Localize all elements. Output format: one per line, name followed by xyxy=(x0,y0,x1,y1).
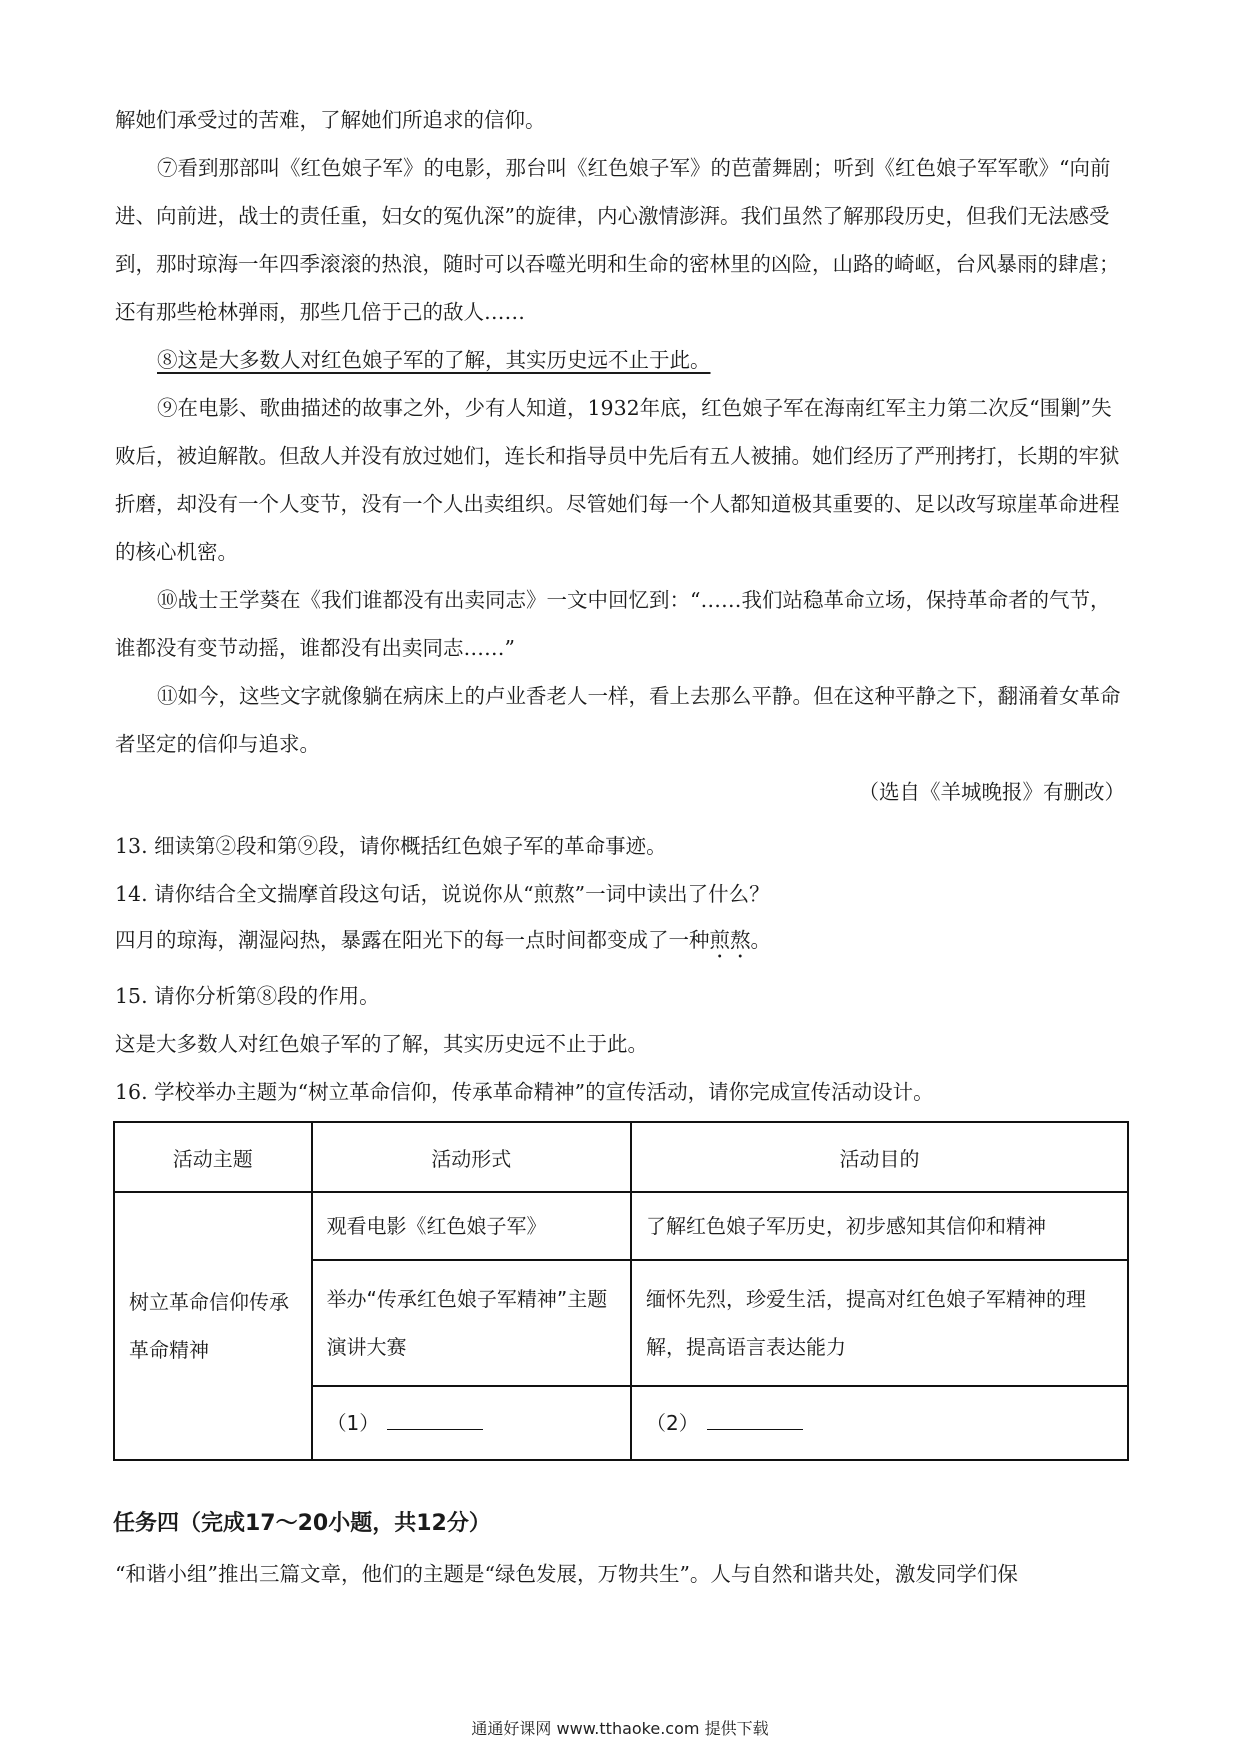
page-footer xyxy=(0,1716,1240,1739)
task-4-intro: “和谐小组”推出三篇文章，他们的主题是“绿色发展，万物共生”。人与自然和谐共处，激发同学们保 xyxy=(115,1562,1018,1586)
paragraph-7: ⑦看到那部叫《红色娘子军》的电影，那台叫《红色娘子军》的芭蕾舞剧；听到《红色娘子军军歌》“向前进、向前进，战士的责任重，妇女的冤仇深”的旋律，内心激情澎湃。我们虽然了解那段历史，但我们无法感受到，那时琼海一年四季滚滚的热浪，随时可以吞噬光明和生命的密林里的凶险，山路的崎岖，台风暴雨的肆虐；还有那些枪林弹雨，那些几倍于己的敌人…… xyxy=(115,156,1120,324)
paragraph-8 xyxy=(115,336,1125,384)
form-cell-2: 举办“传承红色娘子军精神”主题演讲大赛 xyxy=(312,1260,631,1386)
purpose-cell-3 xyxy=(631,1386,1128,1460)
theme-cell: 树立革命信仰传承革命精神 xyxy=(114,1192,312,1460)
footer-suffix: 提供下载 xyxy=(704,1719,769,1738)
question-14: 14. 请你结合全文揣摩首段这句话，说说你从“煎熬”一词中读出了什么？ xyxy=(115,882,770,906)
footer-url[interactable]: www.tthaoke.com xyxy=(556,1719,700,1738)
paragraph-10: ⑩战士王学葵在《我们谁都没有出卖同志》一文中回忆到：“……我们站稳革命立场，保持革命者的气节，谁都没有变节动摇，谁都没有出卖同志……” xyxy=(115,588,1111,660)
header-theme: 活动主题 xyxy=(114,1122,312,1192)
answer-blank-1[interactable] xyxy=(387,1413,483,1430)
task-4-title: 任务四（完成17～20小题，共12分） xyxy=(113,1511,491,1536)
form-cell-3 xyxy=(312,1386,631,1460)
answer-blank-2[interactable] xyxy=(707,1413,803,1430)
question-15: 15. 请你分析第⑧段的作用。 xyxy=(115,984,380,1008)
emphasized-word: 煎熬 xyxy=(709,928,751,952)
footer-site-name: 通通好课网 xyxy=(471,1719,552,1738)
header-form: 活动形式 xyxy=(312,1122,631,1192)
question-16: 16. 学校举办主题为“树立革命信仰，传承革命精神”的宣传活动，请你完成宣传活动设计。 xyxy=(115,1080,934,1104)
blank-label-2: （2） xyxy=(646,1411,699,1435)
paragraph-9: ⑨在电影、歌曲描述的故事之外，少有人知道，1932年底，红色娘子军在海南红军主力第二次反“围剿”失败后，被迫解散。但敌人并没有放过她们，连长和指导员中先后有五人被捕。她们经历了严刑拷打，长期的牢狱折磨，却没有一个人变节，没有一个人出卖组织。尽管她们每一个人都知道极其重要的、足以改写琼崖革命进程的核心机密。 xyxy=(115,396,1120,564)
quote-text: 四月的琼海，潮湿闷热，暴露在阳光下的每一点时间都变成了一种 xyxy=(115,928,710,952)
header-purpose: 活动目的 xyxy=(631,1122,1128,1192)
source-note: （选自《羊城晚报》有删改） xyxy=(858,780,1125,804)
purpose-cell-1: 了解红色娘子军历史，初步感知其信仰和精神 xyxy=(631,1192,1128,1260)
form-cell-1: 观看电影《红色娘子军》 xyxy=(312,1192,631,1260)
question-13: 13. 细读第②段和第⑨段，请你概括红色娘子军的革命事迹。 xyxy=(115,834,667,858)
purpose-cell-2: 缅怀先烈，珍爱生活，提高对红色娘子军精神的理解，提高语言表达能力 xyxy=(631,1260,1128,1386)
blank-label-1: （1） xyxy=(326,1411,380,1435)
quote-end: 。 xyxy=(750,928,771,952)
paragraph-continued: 解她们承受过的苦难，了解她们所追求的信仰。 xyxy=(115,108,546,132)
question-15-quote: 这是大多数人对红色娘子军的了解，其实历史远不止于此。 xyxy=(115,1032,648,1056)
paragraph-11: ⑪如今，这些文字就像躺在病床上的卢业香老人一样，看上去那么平静。但在这种平静之下，翻涌着女革命者坚定的信仰与追求。 xyxy=(115,684,1121,756)
activity-design-table xyxy=(113,1121,1129,1461)
question-14-quote xyxy=(115,916,1125,964)
paragraph-8-underlined: ⑧这是大多数人对红色娘子军的了解，其实历史远不止于此。 xyxy=(157,348,711,372)
